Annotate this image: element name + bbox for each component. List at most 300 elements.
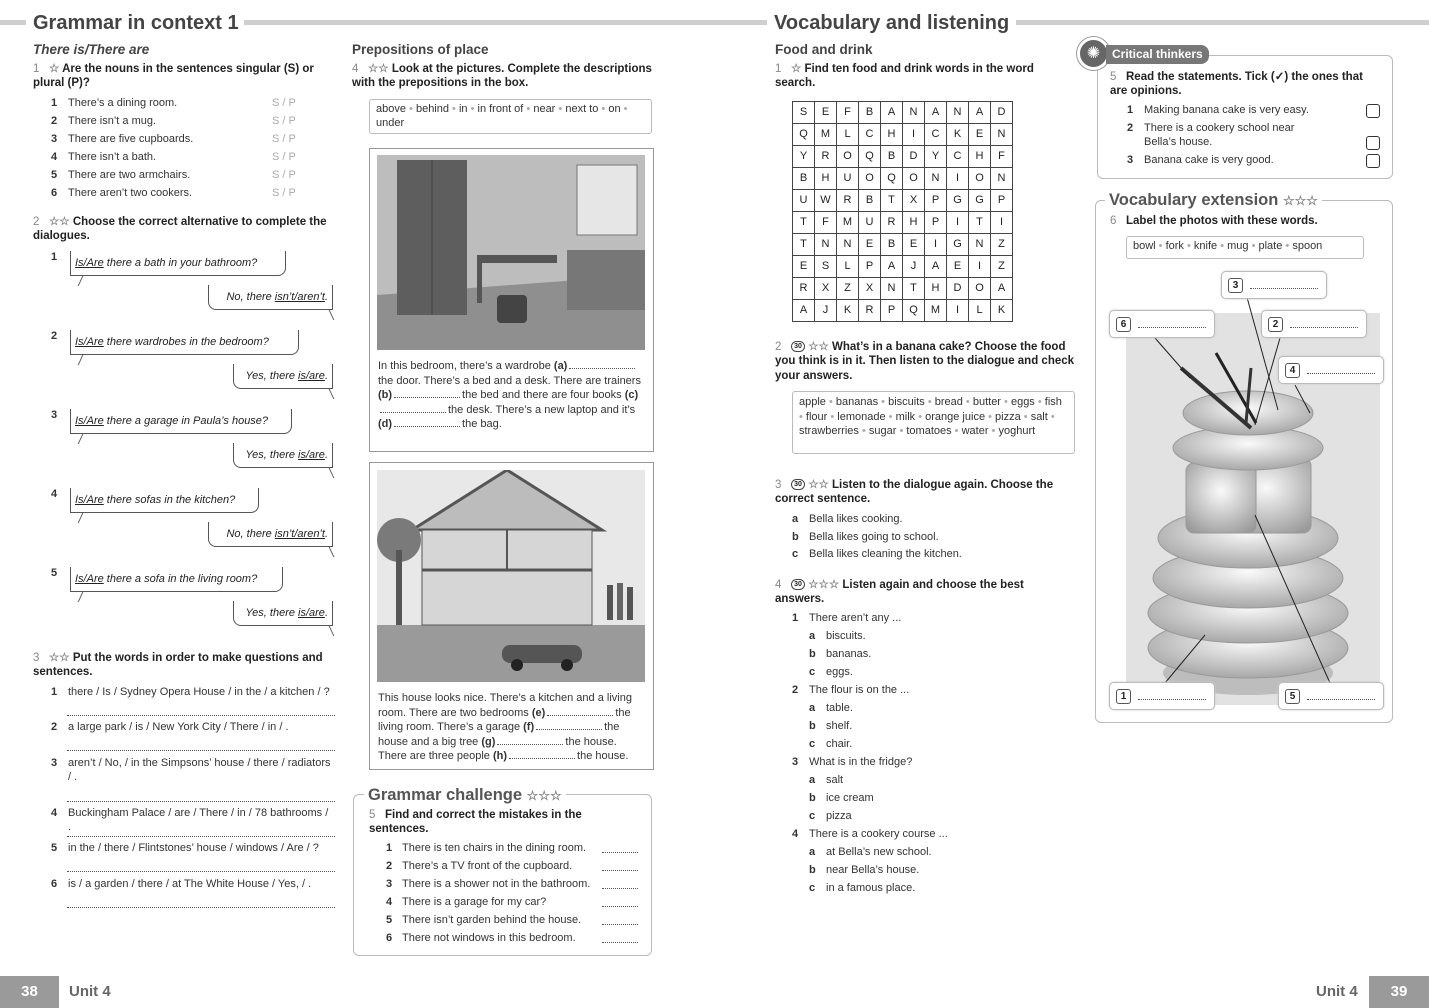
question-bubble: [70, 409, 292, 434]
grid-cell[interactable]: N: [991, 168, 1013, 190]
box-word: fork: [1165, 240, 1184, 252]
option-text: Bella likes cleaning the kitchen.: [809, 548, 962, 560]
exercise-number: 3: [33, 652, 40, 664]
box-word: bowl: [1133, 240, 1156, 252]
grid-cell[interactable]: U: [859, 212, 881, 234]
grid-cell[interactable]: Q: [881, 168, 903, 190]
option-letter[interactable]: b: [809, 792, 816, 804]
exercise-number: 1: [33, 63, 40, 75]
grid-cell[interactable]: Z: [837, 278, 859, 300]
grid-cell[interactable]: L: [837, 124, 859, 146]
grid-cell[interactable]: B: [859, 102, 881, 124]
dialogue-number: 3: [51, 409, 58, 421]
photo-label-6[interactable]: [1109, 310, 1215, 338]
separator-dot: •: [951, 425, 962, 437]
dialogue-number: 5: [51, 567, 58, 579]
grid-cell[interactable]: G: [947, 234, 969, 256]
grid-cell[interactable]: H: [925, 278, 947, 300]
answer-line[interactable]: [1138, 699, 1206, 700]
item-number: 1: [1127, 104, 1134, 116]
grid-cell[interactable]: N: [881, 278, 903, 300]
grid-cell[interactable]: D: [991, 102, 1013, 124]
star-icon: ☆☆: [49, 216, 70, 228]
option-choice[interactable]: Is/Are: [75, 494, 104, 506]
gap-letter: (f): [523, 721, 535, 733]
instruction-text: Choose the correct alternative to complete the dialogues.: [33, 216, 327, 243]
grid-cell[interactable]: W: [815, 190, 837, 212]
dialogue-number: 1: [51, 251, 58, 263]
option-letter[interactable]: c: [809, 738, 816, 750]
question-text: there sofas in the kitchen?: [103, 494, 236, 506]
grid-cell[interactable]: U: [837, 168, 859, 190]
exercise-number: 2: [775, 341, 782, 353]
grid-cell[interactable]: P: [925, 212, 947, 234]
exercise-number: 5: [369, 809, 376, 821]
option-text: near Bella’s house.: [826, 864, 920, 876]
box-word: salt: [1030, 410, 1048, 423]
grid-cell[interactable]: Z: [991, 256, 1013, 278]
instruction-text: What’s in a banana cake? Choose the food you think is in it. Then listen to the dialogue and check your answers.: [775, 341, 1075, 382]
grid-cell[interactable]: O: [903, 168, 925, 190]
item-text: There isn’t garden behind the house.: [402, 914, 582, 926]
question-text: There aren’t any ...: [809, 612, 902, 624]
title-rule: [244, 20, 767, 25]
answer-bubble: [208, 522, 333, 547]
label-number: 2: [1268, 317, 1283, 332]
tick-box[interactable]: [1366, 154, 1380, 168]
photo-label-1[interactable]: [1109, 682, 1215, 710]
grid-cell[interactable]: P: [859, 256, 881, 278]
description-text: There’s a new laptop and it’s: [495, 403, 636, 416]
grid-cell[interactable]: I: [947, 168, 969, 190]
item-text: Buckingham Palace / are / There / in / 78 bathrooms / .: [68, 807, 329, 833]
grid-cell[interactable]: B: [881, 234, 903, 256]
box-word: behind: [415, 103, 449, 115]
item-text: There not windows in this bedroom.: [402, 932, 576, 944]
instruction-text: Look at the pictures. Complete the descriptions with the prepositions in the box.: [352, 63, 652, 90]
grid-cell[interactable]: H: [969, 146, 991, 168]
box-word: spoon: [1292, 240, 1323, 252]
grid-cell[interactable]: B: [881, 146, 903, 168]
gap-letter: (g): [481, 735, 496, 748]
lightbulb-icon: ✺: [1077, 37, 1110, 70]
bubble-tail: [316, 547, 335, 557]
box-word: lemonade: [837, 410, 886, 423]
grid-cell[interactable]: C: [859, 124, 881, 146]
grid-cell[interactable]: O: [969, 278, 991, 300]
photo-label-4[interactable]: [1278, 356, 1384, 384]
grid-cell[interactable]: L: [969, 300, 991, 322]
answer-line[interactable]: [67, 871, 335, 872]
bubble-tail: [78, 513, 97, 523]
option-letter[interactable]: b: [809, 648, 816, 660]
section-heading: Food and drink: [775, 42, 873, 57]
bubble-tail: [78, 434, 97, 444]
dialogue-number: 2: [51, 330, 58, 342]
grid-cell[interactable]: R: [881, 212, 903, 234]
photo-label-3[interactable]: [1221, 271, 1327, 299]
title-rule: [1016, 20, 1429, 25]
answer-gap[interactable]: [394, 426, 460, 427]
grid-cell[interactable]: Y: [925, 146, 947, 168]
description-text: house and a big tree: [378, 735, 479, 748]
exercise-1-instruction: [775, 62, 1065, 91]
exercise-number: 6: [1110, 215, 1117, 227]
description-text: the: [615, 706, 631, 719]
tick-box[interactable]: [1366, 104, 1380, 118]
answer-gap[interactable]: [509, 758, 575, 759]
answer-line[interactable]: [602, 888, 638, 889]
exercise-number: 2: [33, 216, 40, 228]
answer-text: Yes, there: [245, 370, 299, 382]
option-choice[interactable]: Is/Are: [75, 415, 104, 427]
option-choice[interactable]: isn’t/aren’t: [274, 528, 325, 540]
exercise-number: 4: [352, 63, 359, 75]
separator-dot: •: [924, 396, 935, 408]
bubble-tail: [78, 592, 97, 602]
item-number: 5: [51, 169, 58, 181]
question-text: there a bath in your bathroom?: [103, 257, 258, 269]
grid-cell[interactable]: F: [815, 212, 837, 234]
grid-cell[interactable]: N: [815, 234, 837, 256]
grid-cell[interactable]: E: [793, 256, 815, 278]
gap-letter: (b): [378, 389, 393, 401]
option-choice[interactable]: S / P: [272, 133, 296, 145]
grid-cell[interactable]: A: [991, 278, 1013, 300]
item-number: 4: [51, 807, 58, 819]
answer-line[interactable]: [67, 836, 335, 837]
grid-cell[interactable]: P: [991, 190, 1013, 212]
grid-cell[interactable]: R: [793, 278, 815, 300]
grid-cell[interactable]: N: [969, 234, 991, 256]
item-text: in the / there / Flintstones’ house / windows / Are / ?: [68, 842, 319, 854]
answer-line[interactable]: [602, 852, 638, 853]
box-word: butter: [972, 396, 1001, 408]
option-letter[interactable]: c: [809, 810, 816, 822]
option-letter[interactable]: c: [809, 666, 816, 678]
grid-cell[interactable]: A: [969, 102, 991, 124]
description-text: the bag.: [462, 418, 502, 430]
grid-cell[interactable]: A: [925, 102, 947, 124]
gap-letter: (a): [553, 360, 568, 372]
option-choice[interactable]: is/are: [298, 449, 325, 461]
separator-dot: •: [1217, 240, 1228, 252]
grid-cell[interactable]: N: [903, 102, 925, 124]
exercise-4-instruction: [775, 578, 1075, 607]
option-letter[interactable]: a: [809, 774, 816, 786]
item-number: 6: [51, 187, 58, 199]
grid-cell[interactable]: X: [859, 278, 881, 300]
page-number-right: 39: [1369, 976, 1429, 1008]
option-text: pizza: [826, 810, 852, 822]
grid-cell[interactable]: G: [969, 190, 991, 212]
answer-line[interactable]: [1290, 327, 1358, 328]
grid-cell[interactable]: F: [991, 146, 1013, 168]
box-word: flour: [805, 410, 828, 423]
description-text: the house.: [577, 750, 629, 762]
grid-cell[interactable]: C: [947, 146, 969, 168]
answer-line[interactable]: [1307, 699, 1375, 700]
grid-cell[interactable]: N: [991, 124, 1013, 146]
grid-cell[interactable]: D: [903, 146, 925, 168]
grid-cell[interactable]: I: [903, 124, 925, 146]
grid-cell[interactable]: P: [881, 300, 903, 322]
photo-label-5[interactable]: [1278, 682, 1384, 710]
answer-line[interactable]: [602, 942, 638, 943]
item-text: There isn’t a mug.: [68, 115, 157, 127]
option-letter[interactable]: a: [809, 702, 816, 714]
answer-line[interactable]: [67, 801, 335, 802]
option-choice[interactable]: is/are: [298, 607, 325, 619]
grid-cell[interactable]: S: [793, 102, 815, 124]
title-rule-left: [0, 20, 26, 25]
grid-cell[interactable]: I: [947, 212, 969, 234]
answer-gap[interactable]: [547, 715, 613, 716]
grid-cell[interactable]: L: [837, 256, 859, 278]
audio-track-icon[interactable]: 30: [791, 479, 805, 490]
grid-cell[interactable]: U: [793, 190, 815, 212]
grid-cell[interactable]: Y: [793, 146, 815, 168]
option-letter[interactable]: a: [809, 846, 816, 858]
grid-cell[interactable]: T: [793, 234, 815, 256]
box-word: apple: [799, 396, 826, 408]
gap-letter: (e): [531, 706, 546, 719]
grid-cell[interactable]: I: [969, 256, 991, 278]
grid-cell[interactable]: Z: [991, 234, 1013, 256]
answer-line[interactable]: [602, 906, 638, 907]
grid-cell[interactable]: T: [969, 212, 991, 234]
grid-cell[interactable]: X: [815, 278, 837, 300]
option-choice[interactable]: isn’t/aren’t: [274, 291, 325, 303]
dialogue-number: 4: [51, 488, 58, 500]
box-word: bananas: [835, 396, 879, 408]
answer-line[interactable]: [602, 870, 638, 871]
option-letter[interactable]: b: [792, 530, 799, 543]
grid-cell[interactable]: H: [815, 168, 837, 190]
option-choice[interactable]: S / P: [272, 151, 296, 163]
audio-track-icon[interactable]: 30: [791, 341, 805, 352]
option-choice[interactable]: S / P: [272, 97, 296, 109]
answer-bubble: [233, 364, 333, 389]
gap-letter: (d): [378, 418, 393, 430]
separator-dot: •: [858, 425, 869, 437]
answer-gap[interactable]: [497, 744, 563, 745]
separator-dot: •: [825, 396, 836, 408]
option-choice[interactable]: S / P: [272, 187, 296, 199]
grid-cell[interactable]: F: [837, 102, 859, 124]
grid-cell[interactable]: P: [925, 190, 947, 212]
grid-cell[interactable]: K: [991, 300, 1013, 322]
grid-cell[interactable]: I: [925, 234, 947, 256]
description-text: living room. There’s a garage: [378, 721, 521, 733]
grid-cell[interactable]: K: [947, 124, 969, 146]
question-number: 2: [792, 684, 799, 696]
separator-dot: •: [405, 103, 416, 115]
answer-line[interactable]: [1307, 373, 1375, 374]
grid-cell[interactable]: A: [793, 300, 815, 322]
grid-cell[interactable]: Q: [859, 146, 881, 168]
bedroom-description: [378, 359, 648, 432]
question-bubble: [70, 330, 299, 355]
item-text: aren’t / No, / in the Simpsons’ house / there / radiators / .: [68, 757, 331, 783]
grid-cell[interactable]: M: [815, 124, 837, 146]
box-word: biscuits: [888, 396, 925, 408]
item-text: there / Is / Sydney Opera House / in the / a kitchen / ?: [68, 686, 330, 698]
exercise-2-instruction: [775, 340, 1075, 383]
grid-cell[interactable]: H: [881, 124, 903, 146]
grid-cell[interactable]: T: [793, 212, 815, 234]
option-text: table.: [826, 702, 853, 714]
description-text: the: [604, 721, 620, 733]
answer-line[interactable]: [67, 750, 335, 751]
answer-gap[interactable]: [380, 412, 446, 413]
box-word: sugar: [868, 425, 897, 437]
option-choice[interactable]: S / P: [272, 169, 296, 181]
bubble-tail: [78, 355, 97, 365]
box-word: in: [458, 103, 468, 115]
grid-cell[interactable]: I: [947, 300, 969, 322]
grid-cell[interactable]: N: [837, 234, 859, 256]
grid-cell[interactable]: D: [947, 278, 969, 300]
grid-cell[interactable]: Q: [903, 300, 925, 322]
grid-cell[interactable]: B: [859, 190, 881, 212]
option-choice[interactable]: S / P: [272, 115, 296, 127]
page-number-left: 38: [0, 976, 59, 1008]
separator-dot: •: [467, 103, 478, 115]
item-number: 2: [51, 115, 58, 127]
exercise-number: 5: [1110, 71, 1117, 83]
gap-letter: (c): [624, 389, 639, 401]
separator-dot: •: [915, 410, 926, 423]
answer-line[interactable]: [1138, 327, 1206, 328]
grid-cell[interactable]: O: [859, 168, 881, 190]
item-text: There isn’t a bath.: [68, 151, 157, 163]
grid-cell[interactable]: S: [815, 256, 837, 278]
grid-cell[interactable]: E: [859, 234, 881, 256]
separator-dot: •: [1248, 240, 1259, 252]
section-heading: Prepositions of place: [352, 42, 489, 57]
grid-cell[interactable]: E: [947, 256, 969, 278]
answer-gap[interactable]: [536, 729, 602, 730]
grid-cell[interactable]: A: [881, 102, 903, 124]
option-letter[interactable]: c: [809, 882, 816, 894]
separator-dot: •: [799, 410, 806, 423]
answer-line[interactable]: [67, 907, 335, 908]
question-text: What is in the fridge?: [809, 756, 913, 768]
option-choice[interactable]: Is/Are: [75, 336, 104, 348]
item-text: a large park / is / New York City / There / in / .: [68, 721, 289, 733]
grid-cell[interactable]: E: [969, 124, 991, 146]
grid-cell[interactable]: B: [793, 168, 815, 190]
answer-line[interactable]: [67, 715, 335, 716]
grid-cell[interactable]: C: [925, 124, 947, 146]
grid-cell[interactable]: T: [903, 278, 925, 300]
item-text: There aren’t two cookers.: [68, 187, 193, 199]
critical-thinkers-title: Critical thinkers: [1106, 45, 1209, 64]
audio-track-icon[interactable]: 30: [791, 579, 805, 590]
item-text: There is a garage for my car?: [402, 896, 547, 908]
description-text: This house looks nice. There’s a kitchen and a living: [378, 692, 632, 704]
question-bubble: [70, 251, 286, 276]
answer-line[interactable]: [1250, 288, 1318, 289]
grid-cell[interactable]: R: [815, 146, 837, 168]
option-letter[interactable]: a: [792, 513, 799, 525]
option-letter[interactable]: b: [809, 720, 816, 732]
grid-cell[interactable]: R: [837, 190, 859, 212]
grid-cell[interactable]: T: [881, 190, 903, 212]
grid-cell[interactable]: G: [947, 190, 969, 212]
grid-cell[interactable]: A: [881, 256, 903, 278]
grid-cell[interactable]: O: [969, 168, 991, 190]
item-number: 4: [386, 896, 393, 908]
option-letter[interactable]: a: [809, 630, 816, 642]
grid-cell[interactable]: N: [947, 102, 969, 124]
grid-cell[interactable]: I: [991, 212, 1013, 234]
item-number: 2: [51, 721, 58, 733]
grid-cell[interactable]: Q: [793, 124, 815, 146]
box-word: near: [533, 103, 556, 115]
photo-label-2[interactable]: [1261, 310, 1367, 338]
grid-cell[interactable]: N: [925, 168, 947, 190]
grid-cell[interactable]: J: [903, 256, 925, 278]
item-text: Banana cake is very good.: [1144, 154, 1274, 166]
separator-dot: •: [827, 410, 838, 423]
grid-cell[interactable]: X: [903, 190, 925, 212]
box-word: mug: [1227, 240, 1249, 252]
answer-line[interactable]: [602, 924, 638, 925]
option-letter[interactable]: b: [809, 864, 816, 876]
house-description: [378, 691, 648, 764]
option-letter[interactable]: c: [792, 548, 799, 560]
grid-cell[interactable]: K: [837, 300, 859, 322]
grid-cell[interactable]: H: [903, 212, 925, 234]
item-number: 1: [51, 686, 58, 698]
item-text: is / a garden / there / at The White House / Yes, / .: [68, 878, 312, 890]
grid-cell[interactable]: A: [925, 256, 947, 278]
grid-cell[interactable]: E: [903, 234, 925, 256]
title-text: Grammar challenge: [368, 786, 523, 804]
question-number: 4: [792, 828, 799, 840]
stars-icon: ☆☆☆: [1282, 193, 1318, 208]
exercise-number: 4: [775, 579, 782, 591]
footer-unit-right: Unit 4: [1316, 983, 1358, 1000]
star-icon: ☆: [49, 63, 60, 75]
grid-cell[interactable]: E: [815, 102, 837, 124]
star-icon: ☆☆: [808, 479, 829, 491]
grid-cell[interactable]: R: [859, 300, 881, 322]
item-text: There’s a TV front of the cupboard.: [402, 860, 573, 872]
stars-icon: ☆☆☆: [526, 788, 562, 803]
tick-box[interactable]: [1366, 136, 1380, 150]
item-number: 3: [51, 757, 58, 769]
grid-cell[interactable]: M: [925, 300, 947, 322]
question-bubble: [70, 488, 259, 513]
item-text: There are two armchairs.: [68, 169, 191, 181]
option-choice[interactable]: Is/Are: [75, 257, 104, 269]
separator-dot: •: [1183, 240, 1194, 252]
option-choice[interactable]: Is/Are: [75, 573, 104, 585]
grid-cell[interactable]: J: [815, 300, 837, 322]
option-choice[interactable]: is/are: [298, 370, 325, 382]
grid-cell[interactable]: O: [837, 146, 859, 168]
answer-gap[interactable]: [569, 368, 635, 369]
item-number: 6: [51, 878, 58, 890]
title-text: Vocabulary extension: [1109, 191, 1279, 209]
star-icon: ☆☆: [368, 63, 389, 75]
answer-gap[interactable]: [394, 397, 460, 398]
item-number: 6: [386, 932, 393, 944]
grid-cell[interactable]: M: [837, 212, 859, 234]
